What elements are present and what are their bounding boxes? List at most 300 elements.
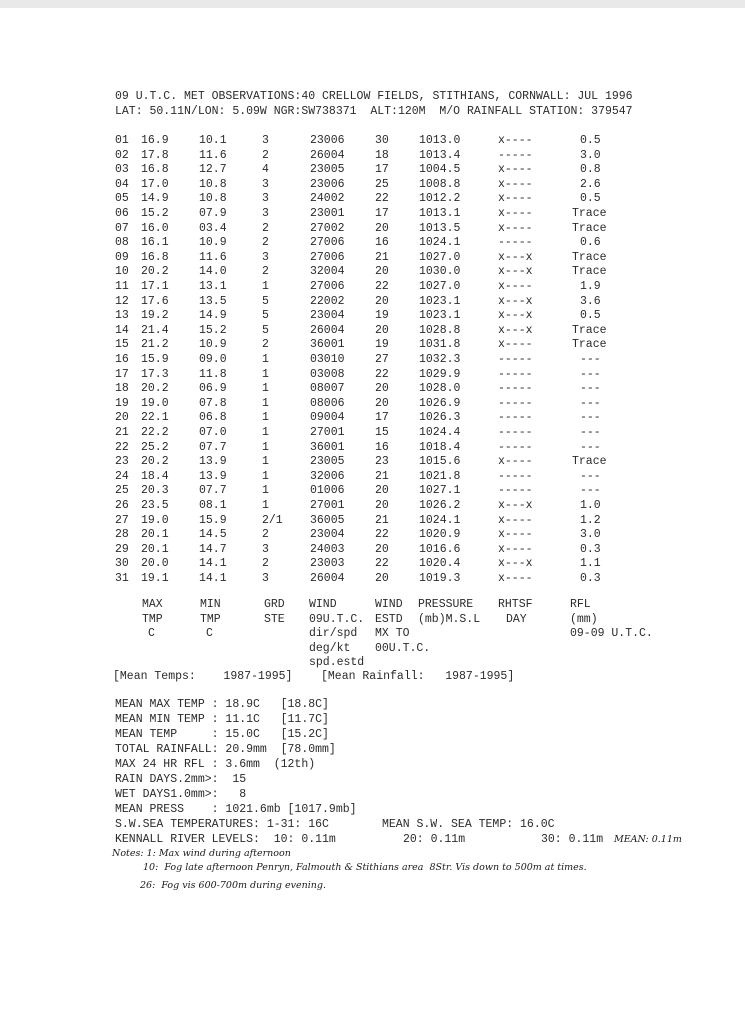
cell-rainfall: 3.0 [580,528,601,542]
cell-rhtsf: ----- [498,148,533,162]
cell-min-temp: 09.0 [199,353,227,366]
cell-ground-state: 1 [262,455,269,469]
cell-ground-state: 3 [262,192,269,206]
cell-wind-max: 21 [375,513,389,527]
note-day-26: 26: Fog vis 600-700m during evening. [140,880,327,891]
cell-wind-max: 25 [375,177,389,191]
cell-min-temp: 13.5 [199,294,227,308]
cell-wind-max: 17 [375,163,389,177]
cell-wind-max: 20 [375,499,389,512]
cell-rhtsf: x---- [498,221,533,235]
cell-day: 24 [115,469,129,483]
cell-max-temp: 17.3 [141,367,169,381]
cell-pressure: 1029.9 [419,367,461,381]
cell-day: 11 [115,280,129,293]
cell-rhtsf: ----- [498,396,533,410]
cell-rainfall: --- [580,426,601,439]
cell-rainfall: --- [580,440,601,454]
cell-day: 30 [115,557,129,571]
cell-wind-max: 22 [375,557,389,571]
cell-max-temp: 19.2 [141,309,169,323]
cell-ground-state: 5 [262,309,269,323]
cell-day: 07 [115,221,129,235]
legend-rhtsf: RHTSF DAY [498,598,533,626]
cell-wind: 08006 [310,396,345,410]
cell-wind-max: 20 [375,396,389,410]
cell-pressure: 1019.3 [419,572,461,585]
cell-day: 29 [115,542,129,556]
cell-rhtsf: x---x [498,499,533,512]
rain-days: RAIN DAYS.2mm>: 15 [115,773,247,786]
cell-ground-state: 5 [262,323,269,337]
cell-min-temp: 08.1 [199,499,227,512]
table-row [0,149,745,163]
cell-ground-state: 1 [262,484,269,498]
cell-min-temp: 07.9 [199,207,227,220]
cell-min-temp: 14.7 [199,542,227,556]
cell-pressure: 1026.2 [419,499,461,512]
cell-wind-max: 22 [375,192,389,206]
cell-min-temp: 12.7 [199,163,227,177]
cell-day: 12 [115,294,129,308]
mean-pressure: MEAN PRESS : 1021.6mb [1017.9mb] [115,803,357,816]
table-row [0,484,745,498]
cell-day: 08 [115,236,129,250]
cell-rhtsf: x---x [498,294,533,308]
table-row [0,295,745,309]
table-row [0,134,745,148]
cell-rainfall: 1.2 [580,513,601,527]
cell-wind: 23005 [310,163,345,177]
cell-ground-state: 1 [262,426,269,439]
table-row [0,236,745,250]
cell-min-temp: 10.8 [199,192,227,206]
cell-pressure: 1024.1 [419,513,461,527]
cell-ground-state: 5 [262,294,269,308]
legend-wind-estd: WIND ESTD MX TO 00U.T.C. [375,598,431,655]
cell-wind-max: 15 [375,426,389,439]
cell-rainfall: 0.5 [580,192,601,206]
cell-rainfall: --- [580,411,601,425]
cell-rhtsf: x---- [498,207,533,220]
cell-rhtsf: x---- [498,163,533,177]
station-info: LAT: 50.11N/LON: 5.09W NGR:SW738371 ALT:120M M/O RAINFALL STATION: 379547 [115,105,633,118]
table-row [0,222,745,236]
cell-wind-max: 22 [375,280,389,293]
cell-rainfall: 0.6 [580,236,601,250]
cell-max-temp: 17.1 [141,280,169,293]
cell-wind: 23004 [310,309,345,323]
cell-day: 14 [115,323,129,337]
legend-min-temp: MIN TMP C [200,598,221,640]
cell-day: 26 [115,499,129,512]
table-row [0,572,745,586]
cell-wind: 03010 [310,353,345,366]
cell-day: 21 [115,426,129,439]
cell-wind: 36005 [310,513,345,527]
cell-max-temp: 21.4 [141,323,169,337]
cell-wind: 26004 [310,148,345,162]
mean-temp: MEAN TEMP : 15.0C [15.2C] [115,728,329,741]
cell-max-temp: 21.2 [141,338,169,352]
cell-pressure: 1024.4 [419,426,461,439]
cell-wind: 23005 [310,455,345,469]
cell-wind-max: 20 [375,572,389,585]
cell-pressure: 1026.3 [419,411,461,425]
cell-wind-max: 21 [375,469,389,483]
cell-wind: 23003 [310,557,345,571]
cell-max-temp: 16.8 [141,250,169,264]
cell-rainfall: Trace [572,323,607,337]
cell-rainfall: 2.6 [580,177,601,191]
cell-ground-state: 1 [262,499,269,512]
cell-max-temp: 20.2 [141,265,169,279]
cell-rainfall: 0.5 [580,134,601,147]
cell-day: 06 [115,207,129,220]
cell-rainfall: 1.9 [580,280,601,293]
cell-max-temp: 17.0 [141,177,169,191]
cell-min-temp: 14.1 [199,572,227,585]
sea-temperatures: S.W.SEA TEMPERATURES: 1-31: 16C [115,818,329,831]
cell-pressure: 1013.0 [419,134,461,147]
cell-rhtsf: x---- [498,338,533,352]
cell-day: 03 [115,163,129,177]
cell-pressure: 1030.0 [419,265,461,279]
cell-wind: 26004 [310,572,345,585]
table-row [0,192,745,206]
table-row [0,514,745,528]
cell-ground-state: 1 [262,440,269,454]
cell-wind: 23004 [310,528,345,542]
cell-wind: 27006 [310,280,345,293]
cell-wind: 23001 [310,207,345,220]
cell-min-temp: 14.9 [199,309,227,323]
cell-day: 19 [115,396,129,410]
table-row [0,207,745,221]
cell-ground-state: 2 [262,148,269,162]
cell-wind: 24002 [310,192,345,206]
cell-pressure: 1013.1 [419,207,461,220]
cell-wind-max: 20 [375,382,389,396]
cell-ground-state: 2 [262,557,269,571]
cell-wind: 27001 [310,499,345,512]
cell-ground-state: 1 [262,280,269,293]
total-rainfall: TOTAL RAINFALL: 20.9mm [78.0mm] [115,743,336,756]
cell-wind: 22002 [310,294,345,308]
cell-wind-max: 19 [375,309,389,323]
mean-rainfall-period: [Mean Rainfall: 1987-1995] [321,670,515,683]
cell-max-temp: 15.2 [141,207,169,220]
cell-wind: 32004 [310,265,345,279]
table-row [0,280,745,294]
cell-min-temp: 10.9 [199,236,227,250]
note-day-10: 10: Fog late afternoon Penryn, Falmouth & Stithians area 8Str. Vis down to 500m at times. [143,862,587,873]
cell-max-temp: 25.2 [141,440,169,454]
cell-max-temp: 16.9 [141,134,169,147]
cell-pressure: 1016.6 [419,542,461,556]
cell-pressure: 1021.8 [419,469,461,483]
cell-min-temp: 10.9 [199,338,227,352]
cell-max-temp: 17.8 [141,148,169,162]
table-row [0,338,745,352]
cell-rainfall: 0.3 [580,542,601,556]
cell-min-temp: 13.9 [199,469,227,483]
mean-max-temp: MEAN MAX TEMP : 18.9C [18.8C] [115,698,329,711]
cell-pressure: 1015.6 [419,455,461,469]
cell-wind-max: 18 [375,148,389,162]
table-row [0,557,745,571]
cell-min-temp: 14.0 [199,265,227,279]
cell-max-temp: 20.3 [141,484,169,498]
cell-rainfall: --- [580,353,601,366]
cell-pressure: 1004.5 [419,163,461,177]
cell-wind: 36001 [310,338,345,352]
cell-wind: 23006 [310,177,345,191]
cell-rhtsf: ----- [498,440,533,454]
cell-rhtsf: x---x [498,309,533,323]
cell-day: 04 [115,177,129,191]
cell-day: 20 [115,411,129,425]
cell-max-temp: 14.9 [141,192,169,206]
table-row [0,265,745,279]
cell-rainfall: --- [580,367,601,381]
cell-day: 25 [115,484,129,498]
cell-min-temp: 07.0 [199,426,227,439]
legend-wind: WIND 09U.T.C. dir/spd deg/kt spd.estd [309,598,365,669]
cell-pressure: 1013.4 [419,148,461,162]
cell-max-temp: 16.8 [141,163,169,177]
cell-min-temp: 11.6 [199,250,227,264]
scan-edge [0,0,745,8]
cell-wind-max: 17 [375,207,389,220]
cell-ground-state: 2 [262,236,269,250]
cell-day: 22 [115,440,129,454]
cell-pressure: 1020.9 [419,528,461,542]
cell-rhtsf: ----- [498,411,533,425]
cell-min-temp: 11.6 [199,148,227,162]
cell-wind: 09004 [310,411,345,425]
cell-wind: 27001 [310,426,345,439]
cell-ground-state: 1 [262,382,269,396]
cell-pressure: 1028.0 [419,382,461,396]
cell-pressure: 1013.5 [419,221,461,235]
cell-max-temp: 23.5 [141,499,169,512]
cell-min-temp: 07.8 [199,396,227,410]
cell-pressure: 1027.0 [419,280,461,293]
mean-temps-period: [Mean Temps: 1987-1995] [113,670,293,683]
cell-pressure: 1012.2 [419,192,461,206]
cell-rhtsf: ----- [498,353,533,366]
cell-max-temp: 20.1 [141,542,169,556]
cell-wind: 27006 [310,250,345,264]
cell-wind: 26004 [310,323,345,337]
cell-wind-max: 27 [375,353,389,366]
report-title: 09 U.T.C. MET OBSERVATIONS:40 CRELLOW FIELDS, STITHIANS, CORNWALL: JUL 1996 [115,90,633,103]
table-row [0,382,745,396]
cell-pressure: 1023.1 [419,294,461,308]
cell-wind-max: 20 [375,221,389,235]
cell-rainfall: 3.6 [580,294,601,308]
cell-ground-state: 3 [262,134,269,147]
cell-min-temp: 03.4 [199,221,227,235]
cell-wind-max: 16 [375,440,389,454]
cell-pressure: 1031.8 [419,338,461,352]
cell-max-temp: 18.4 [141,469,169,483]
cell-rainfall: Trace [572,207,607,220]
cell-wind: 23006 [310,134,345,147]
cell-min-temp: 07.7 [199,440,227,454]
table-row [0,441,745,455]
cell-rhtsf: ----- [498,236,533,250]
cell-rainfall: Trace [572,265,607,279]
table-row [0,411,745,425]
table-row [0,251,745,265]
cell-min-temp: 10.1 [199,134,227,147]
table-row [0,309,745,323]
cell-min-temp: 10.8 [199,177,227,191]
cell-wind-max: 20 [375,542,389,556]
cell-max-temp: 20.2 [141,455,169,469]
cell-wind-max: 30 [375,134,389,147]
cell-ground-state: 1 [262,411,269,425]
cell-wind: 32006 [310,469,345,483]
cell-rhtsf: x---- [498,572,533,585]
cell-wind-max: 20 [375,484,389,498]
cell-day: 17 [115,367,129,381]
cell-wind-max: 19 [375,338,389,352]
cell-max-temp: 22.1 [141,411,169,425]
cell-max-temp: 19.0 [141,513,169,527]
cell-pressure: 1008.8 [419,177,461,191]
cell-day: 01 [115,134,129,147]
river-level-mean: MEAN: 0.11m [614,834,682,845]
cell-day: 10 [115,265,129,279]
table-row [0,499,745,513]
mean-min-temp: MEAN MIN TEMP : 11.1C [11.7C] [115,713,329,726]
cell-ground-state: 4 [262,163,269,177]
cell-min-temp: 06.9 [199,382,227,396]
cell-day: 15 [115,338,129,352]
cell-ground-state: 2 [262,528,269,542]
cell-pressure: 1026.9 [419,396,461,410]
cell-day: 16 [115,353,129,366]
cell-rainfall: 1.1 [580,557,601,571]
cell-min-temp: 13.1 [199,280,227,293]
table-row [0,353,745,367]
cell-wind-max: 20 [375,294,389,308]
cell-max-temp: 16.0 [141,221,169,235]
cell-max-temp: 19.0 [141,396,169,410]
cell-rhtsf: x---- [498,455,533,469]
cell-rhtsf: x---x [498,323,533,337]
cell-wind: 03008 [310,367,345,381]
legend-max-temp: MAX TMP C [142,598,163,640]
cell-pressure: 1032.3 [419,353,461,366]
cell-rhtsf: x---x [498,265,533,279]
cell-rhtsf: ----- [498,382,533,396]
cell-day: 02 [115,148,129,162]
cell-day: 05 [115,192,129,206]
cell-max-temp: 20.0 [141,557,169,571]
cell-min-temp: 15.2 [199,323,227,337]
cell-rainfall: --- [580,382,601,396]
river-levels: KENNALL RIVER LEVELS: 10: 0.11m [115,833,336,846]
note-day-1: Notes: 1: Max wind during afternoon [112,848,291,859]
table-row [0,368,745,382]
cell-ground-state: 3 [262,177,269,191]
cell-min-temp: 14.1 [199,557,227,571]
cell-ground-state: 3 [262,572,269,585]
cell-wind: 01006 [310,484,345,498]
table-row [0,163,745,177]
cell-rhtsf: x---- [498,528,533,542]
cell-min-temp: 07.7 [199,484,227,498]
cell-rhtsf: ----- [498,469,533,483]
cell-rhtsf: ----- [498,367,533,381]
cell-ground-state: 1 [262,353,269,366]
table-row [0,455,745,469]
cell-day: 28 [115,528,129,542]
cell-ground-state: 2 [262,265,269,279]
cell-rhtsf: x---x [498,250,533,264]
table-row [0,543,745,557]
wet-days: WET DAYS1.0mm>: 8 [115,788,247,801]
legend-rainfall: RFL (mm) 09-09 U.T.C. [570,598,653,640]
cell-min-temp: 11.8 [199,367,227,381]
cell-pressure: 1027.0 [419,250,461,264]
cell-rainfall: Trace [572,455,607,469]
cell-rhtsf: x---- [498,513,533,527]
cell-wind-max: 20 [375,265,389,279]
cell-rhtsf: x---- [498,177,533,191]
cell-rainfall: 0.5 [580,309,601,323]
cell-rhtsf: x---- [498,134,533,147]
cell-rainfall: --- [580,484,601,498]
cell-rhtsf: x---- [498,192,533,206]
cell-wind-max: 22 [375,367,389,381]
cell-rainfall: --- [580,469,601,483]
cell-pressure: 1018.4 [419,440,461,454]
cell-min-temp: 06.8 [199,411,227,425]
cell-wind-max: 23 [375,455,389,469]
cell-day: 23 [115,455,129,469]
cell-pressure: 1024.1 [419,236,461,250]
cell-rainfall: --- [580,396,601,410]
mean-sea-temp: MEAN S.W. SEA TEMP: 16.0C [382,818,555,831]
table-row [0,426,745,440]
cell-ground-state: 2 [262,221,269,235]
cell-max-temp: 15.9 [141,353,169,366]
cell-max-temp: 17.6 [141,294,169,308]
table-row [0,470,745,484]
cell-pressure: 1027.1 [419,484,461,498]
cell-rainfall: 0.8 [580,163,601,177]
cell-wind-max: 22 [375,528,389,542]
cell-ground-state: 2 [262,338,269,352]
cell-pressure: 1028.8 [419,323,461,337]
cell-max-temp: 20.1 [141,528,169,542]
cell-max-temp: 19.1 [141,572,169,585]
cell-wind-max: 21 [375,250,389,264]
cell-wind: 36001 [310,440,345,454]
cell-wind: 24003 [310,542,345,556]
cell-day: 13 [115,309,129,323]
cell-rhtsf: x---- [498,542,533,556]
cell-ground-state: 3 [262,542,269,556]
cell-wind: 08007 [310,382,345,396]
cell-ground-state: 3 [262,207,269,220]
cell-ground-state: 1 [262,367,269,381]
